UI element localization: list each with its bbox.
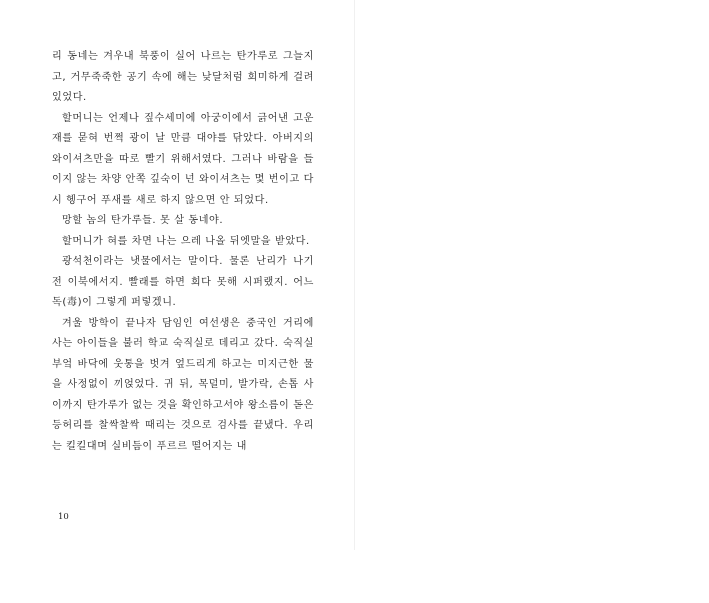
paragraph: 광석천이라는 냇물에서는 말이다. 물론 난리가 나기 전 이북에서지. 빨래를 하면 희다 못해 시퍼랬지. 어느 독(毒)이 그렇게 퍼렇겠니. (52, 256, 314, 308)
left-page (0, 0, 354, 550)
right-page (355, 0, 709, 550)
paragraph: 겨울 방학이 끝나자 담임인 여선생은 중국인 거리에 사는 아이들을 불러 학교 숙직실로 데리고 갔다. 숙직실 부엌 바닥에 웃통을 벗겨 엎드리게 하고는 미지근한 물을 사정없이 끼얹었다. 귀 뒤, 목덜미, 발가락, 손톱 사이까지 탄가루가 없는 것을 확인하고서야 왕소름이 돋은 등허리를 찰싹찰싹 때리는 것으로 검사를 끝냈다. 우리는 킬킬대며 실비듬이 푸르르 떨어지는 내 (52, 317, 314, 452)
paragraph: 망할 놈의 탄가루들. 못 살 동네야. (62, 215, 224, 226)
paragraph: 할머니는 언제나 짚수세미에 아궁이에서 긁어낸 고운 재를 묻혀 번쩍 광이 날 만큼 대야를 닦았다. 아버지의 와이셔츠만을 따로 빨기 위해서였다. 그러나 바람을 들이지 않는 차양 안쪽 깊숙이 넌 와이셔츠는 몇 번이고 다시 헹구어 푸새를 새로 하지 않으면 안 되었다. (52, 112, 314, 206)
korean-text-body (52, 47, 314, 457)
paragraph: 할머니가 혀를 차면 나는 으레 나올 뒤엣말을 받았다. (62, 235, 310, 247)
page-number: 10 (58, 512, 69, 522)
paragraph: 리 동네는 겨우내 북풍이 실어 나르는 탄가루로 그늘지고, 거무죽죽한 공기 속에 해는 낮달처럼 희미하게 걸려 있었다. (52, 51, 314, 103)
